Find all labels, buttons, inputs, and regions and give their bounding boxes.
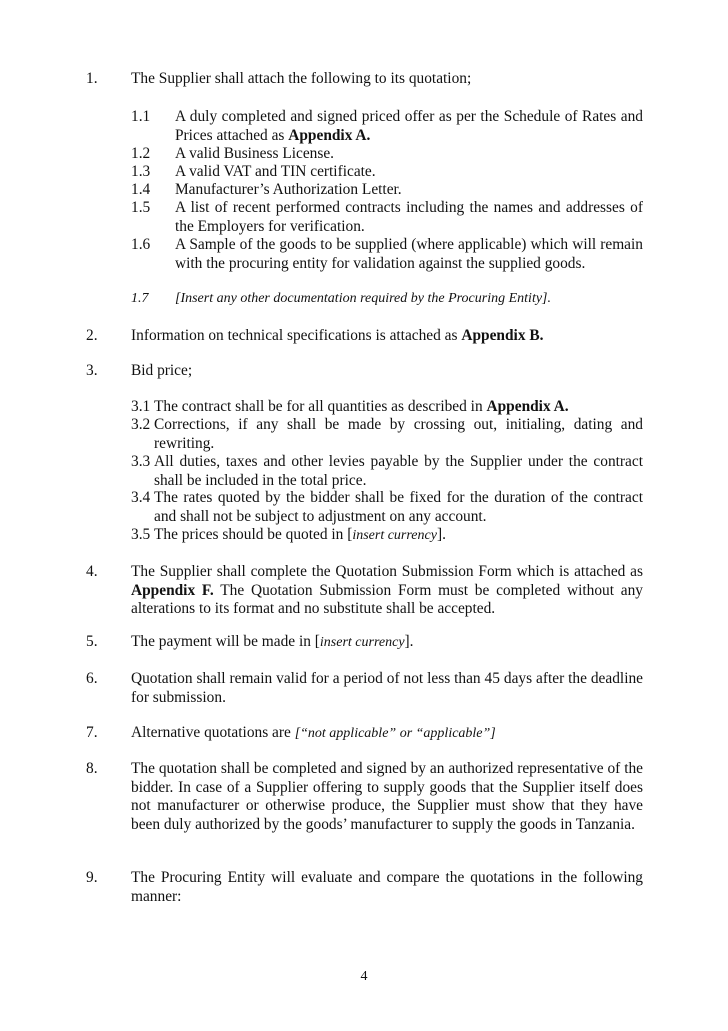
subclause-text: All duties, taxes and other levies payable by the Supplier under the contract shall be included in the total price.	[154, 453, 643, 489]
clause-4	[86, 563, 643, 619]
clause-1	[86, 70, 643, 89]
subclause-text: A Sample of the goods to be supplied (where applicable) which will remain with the procuring entity for validation against the supplied goods.	[175, 236, 643, 272]
clause-text: The Supplier shall complete the Quotation Submission Form which is attached as Appendix F. The Quotation Submission Form must be completed without any alterations to its format and no substitute shall be accepted.	[131, 563, 644, 618]
subclause-number: 1.1	[131, 108, 151, 125]
clause-number: 2.	[86, 327, 98, 344]
subclause-1-3	[131, 163, 643, 182]
appendix-reference: Appendix B.	[461, 327, 544, 344]
clause-text: The Procuring Entity will evaluate and compare the quotations in the following manner:	[131, 869, 643, 905]
clause-number: 9.	[86, 869, 98, 886]
subclause-1-5	[131, 199, 643, 236]
clause-text: The Supplier shall attach the following to its quotation;	[131, 70, 472, 87]
subclause-number: 3.1	[131, 398, 151, 415]
subclause-3-2	[131, 416, 643, 453]
subclause-number: 1.7	[131, 291, 149, 306]
clause-9	[86, 869, 643, 906]
clause-text: Bid price;	[131, 362, 193, 379]
subclause-text: [Insert any other documentation required by the Procuring Entity].	[175, 291, 551, 306]
subclause-text: A valid VAT and TIN certificate.	[175, 163, 376, 180]
clause-3	[86, 362, 643, 381]
subclause-text: The rates quoted by the bidder shall be fixed for the duration of the contract and shall not be subject to adjustment on any account.	[154, 489, 643, 525]
subclause-3-4	[131, 489, 643, 526]
clause-number: 5.	[86, 633, 98, 650]
clause-number: 1.	[86, 70, 98, 87]
subclause-number: 3.4	[131, 489, 151, 506]
clause-text: The quotation shall be completed and signed by an authorized representative of the bidder. In case of a Supplier offering to supply goods that the Supplier itself does not manufacturer or otherwise produce, the Supplier must show that they have been duly authorized by the goods’ manufacturer to supply the goods in Tanzania.	[131, 760, 643, 833]
subclause-number: 1.6	[131, 236, 151, 253]
subclause-number: 1.3	[131, 163, 151, 180]
subclause-3-1	[131, 398, 643, 417]
subclause-1-4	[131, 181, 643, 200]
subclause-3-5	[131, 526, 643, 546]
clause-2	[86, 327, 643, 346]
subclause-text: The prices should be quoted in [insert currency].	[154, 526, 446, 543]
clause-text: Alternative quotations are [“not applicable” or “applicable”]	[131, 724, 496, 741]
page-number: 4	[360, 969, 368, 984]
clause-number: 3.	[86, 362, 98, 379]
subclause-text: Manufacturer’s Authorization Letter.	[175, 181, 402, 198]
clause-6	[86, 670, 643, 707]
subclause-number: 1.5	[131, 199, 151, 216]
appendix-reference: Appendix F.	[131, 581, 214, 599]
subclause-1-2	[131, 145, 643, 164]
subclause-number: 3.3	[131, 453, 151, 470]
subclause-text: A list of recent performed contracts including the names and addresses of the Employers for verification.	[175, 199, 643, 235]
clause-number: 7.	[86, 724, 98, 741]
subclause-number: 1.4	[131, 181, 151, 198]
subclause-3-3	[131, 453, 643, 490]
clause-text: Quotation shall remain valid for a period of not less than 45 days after the deadline for submission.	[131, 670, 643, 706]
clause-text: Information on technical specifications is attached as Appendix B.	[131, 327, 544, 344]
appendix-reference: Appendix A.	[486, 398, 569, 415]
subclause-number: 3.5	[131, 526, 151, 543]
subclause-text: The contract shall be for all quantities as described in Appendix A.	[154, 398, 569, 415]
subclause-1-1	[131, 108, 643, 145]
subclause-number: 1.2	[131, 145, 151, 162]
appendix-reference: Appendix A.	[288, 126, 371, 144]
subclause-1-7	[131, 290, 643, 309]
clause-7	[86, 724, 643, 744]
subclause-number: 3.2	[131, 416, 151, 433]
subclause-1-6	[131, 236, 643, 273]
clause-number: 8.	[86, 760, 98, 777]
clause-number: 6.	[86, 670, 98, 687]
subclause-text: A valid Business License.	[175, 145, 335, 162]
clause-8	[86, 760, 643, 834]
clause-5	[86, 633, 643, 653]
clause-text: The payment will be made in [insert currency].	[131, 633, 414, 650]
subclause-text: A duly completed and signed priced offer as per the Schedule of Rates and Prices attached as Appendix A.	[175, 108, 643, 144]
subclause-text: Corrections, if any shall be made by crossing out, initialing, dating and rewriting.	[154, 416, 643, 452]
clause-number: 4.	[86, 563, 98, 580]
